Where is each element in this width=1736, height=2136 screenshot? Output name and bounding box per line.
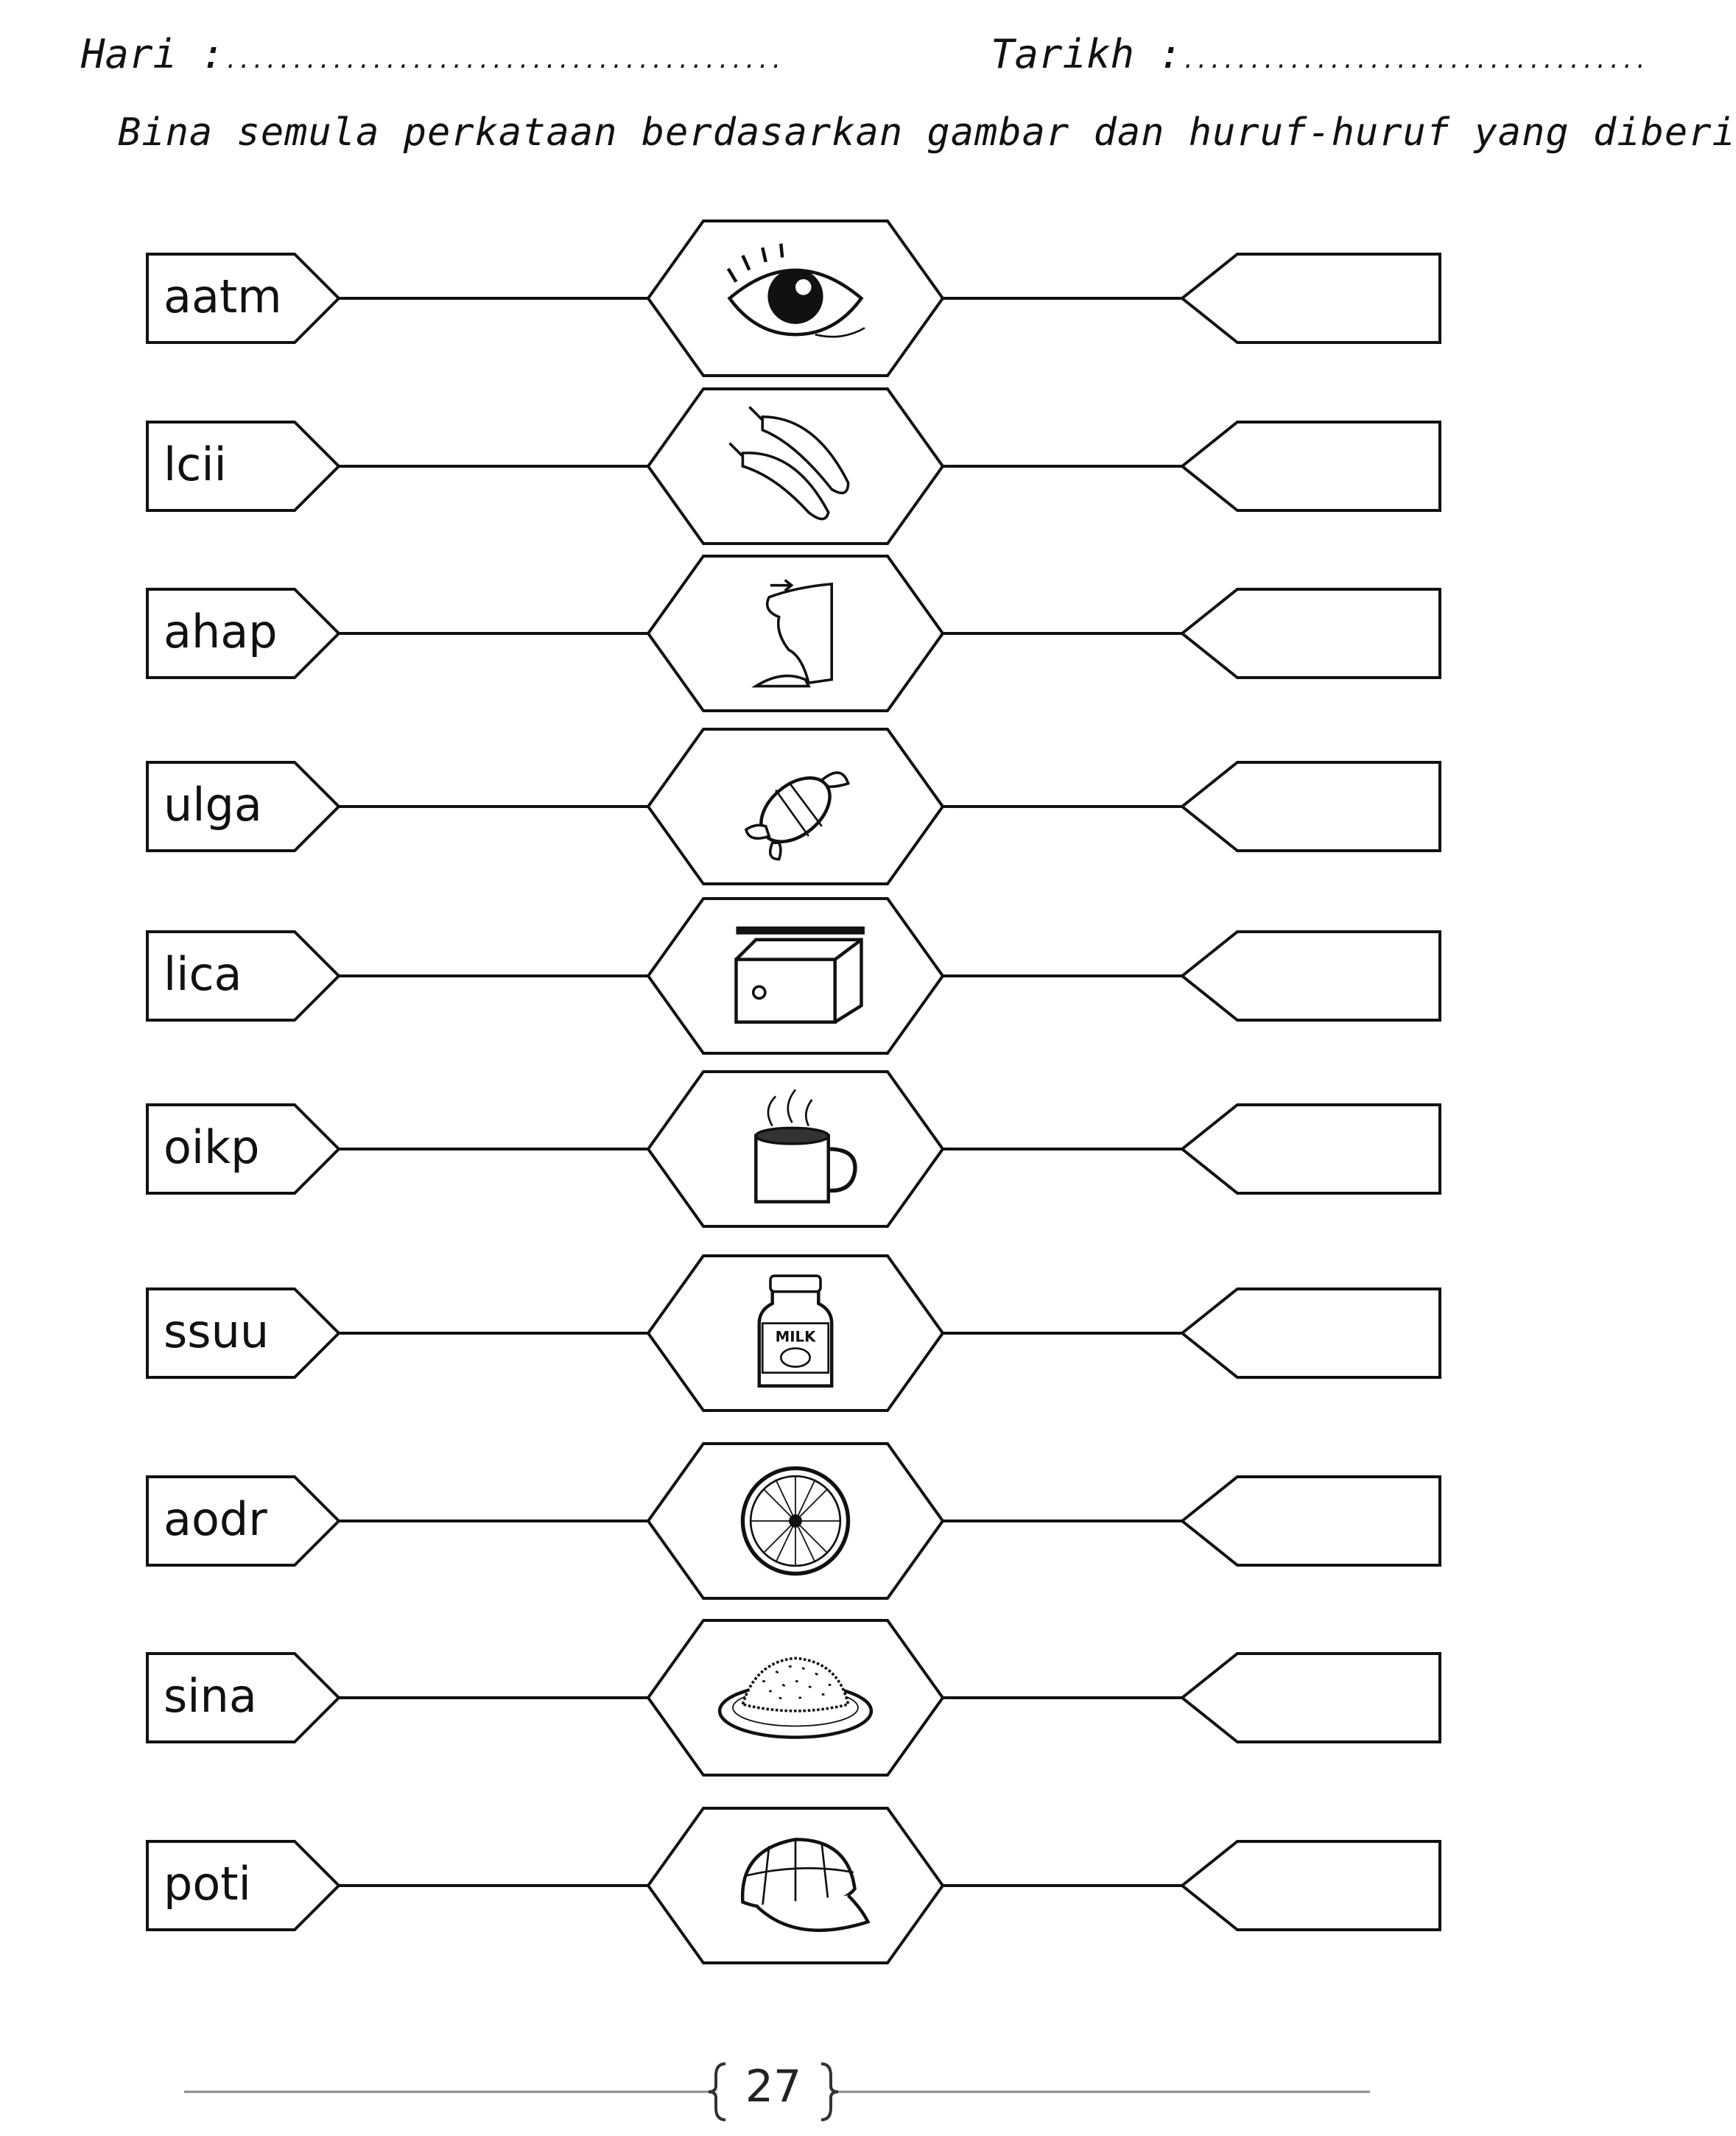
exercise-row: [0, 556, 1508, 711]
exercise-row: [0, 1256, 1508, 1410]
drawer-icon: [707, 913, 884, 1039]
instruction-text: Bina semula perkataan berdasarkan gambar dan huruf-huruf yang diberi: [118, 110, 1736, 155]
candy-icon: [707, 744, 884, 869]
tarikh-dotted-line[interactable]: ...................................: [1182, 48, 1648, 74]
thigh-icon: [707, 571, 884, 696]
eye-icon: [707, 236, 884, 361]
page-footer: [0, 2055, 1508, 2136]
answer-box[interactable]: [1208, 1653, 1429, 1734]
exercise-row: [0, 899, 1508, 1053]
wheel-icon: [707, 1458, 884, 1584]
answer-box[interactable]: [1208, 931, 1429, 1012]
scrambled-word: ssuu: [164, 1304, 270, 1358]
page-number: 27: [745, 2061, 802, 2112]
answer-box[interactable]: [1208, 589, 1429, 670]
scrambled-word: oikp: [164, 1120, 260, 1174]
answer-box[interactable]: [1208, 421, 1429, 502]
scrambled-word: lica: [164, 947, 242, 1001]
coffee-mug-icon: [707, 1086, 884, 1212]
hari-dotted-line[interactable]: ..........................................: [225, 48, 784, 74]
exercise-row: [0, 729, 1508, 884]
chili-icon: [707, 404, 884, 529]
milk-bottle-icon: [707, 1271, 884, 1396]
scrambled-word: sina: [164, 1669, 257, 1723]
exercise-row: [0, 1444, 1508, 1598]
scrambled-word: ulga: [164, 778, 262, 832]
cap-icon: [707, 1823, 884, 1948]
exercise-row: [0, 1620, 1508, 1775]
exercise-row: [0, 389, 1508, 544]
scrambled-word: aatm: [164, 270, 282, 323]
rice-plate-icon: [707, 1635, 884, 1760]
hari-label-text: Hari :: [81, 31, 225, 77]
scrambled-word: poti: [164, 1857, 251, 1911]
scrambled-word: lcii: [164, 438, 227, 491]
exercise-row: [0, 1808, 1508, 1963]
scrambled-word: ahap: [164, 605, 278, 658]
answer-box[interactable]: [1208, 1841, 1429, 1922]
answer-box[interactable]: [1208, 1476, 1429, 1557]
scrambled-word: aodr: [164, 1492, 267, 1546]
answer-box[interactable]: [1208, 253, 1429, 334]
exercise-row: [0, 221, 1508, 376]
answer-box[interactable]: [1208, 1104, 1429, 1185]
tarikh-label-text: Tarikh :: [991, 31, 1183, 77]
answer-box[interactable]: [1208, 762, 1429, 843]
exercise-row: [0, 1072, 1508, 1226]
svg-text:MILK: MILK: [775, 1328, 816, 1346]
answer-box[interactable]: [1208, 1288, 1429, 1369]
